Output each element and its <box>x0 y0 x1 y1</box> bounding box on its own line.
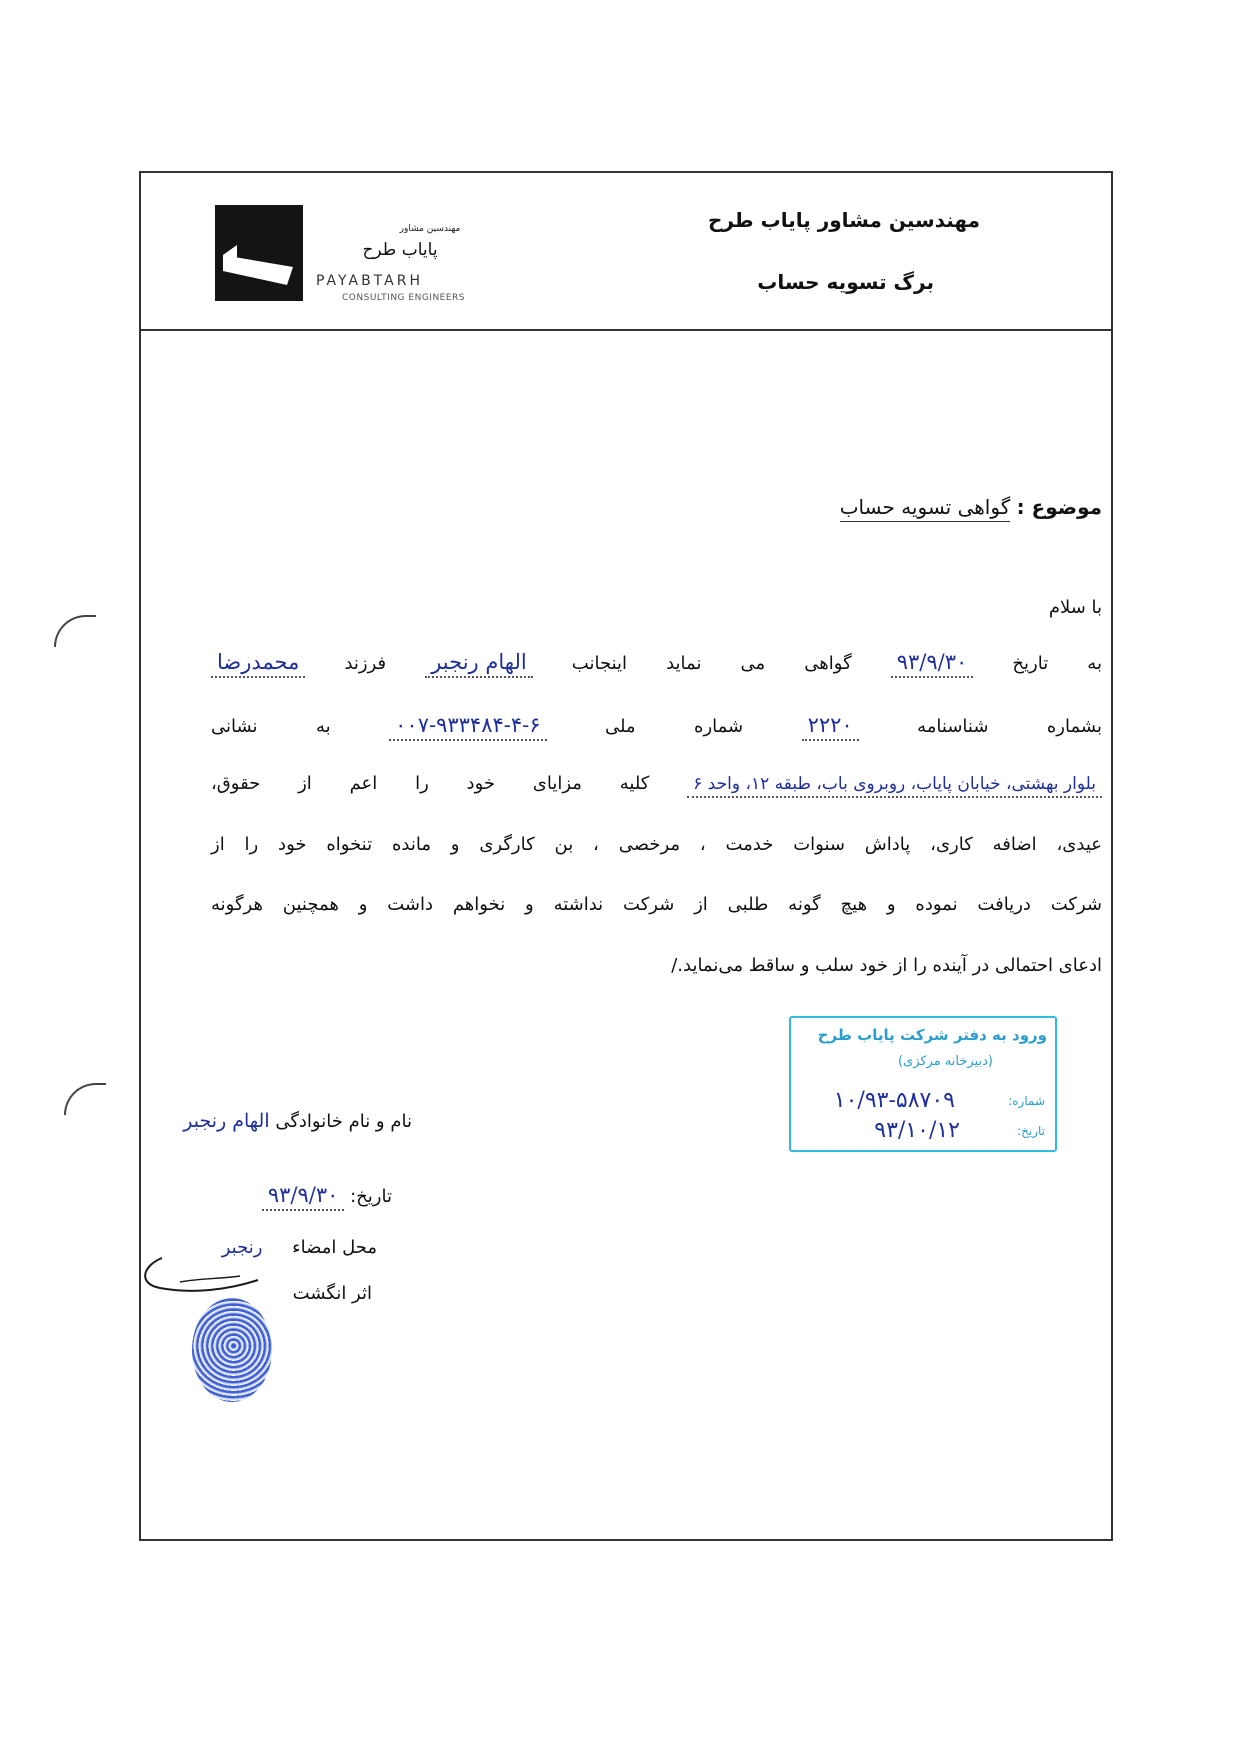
form-frame <box>139 171 1113 1541</box>
stamp-title: ورود به دفتر شرکت پایاب طرح <box>817 1026 1047 1044</box>
letter-line-6: ادعای احتمالی در آینده را از خود سلب و ساقط می‌نماید./ <box>671 955 1102 976</box>
fingerprint-label: اثر انگشت <box>292 1283 372 1304</box>
logo-text-en: PAYABTARH <box>316 273 423 289</box>
name-value: الهام رنجبر <box>183 1110 270 1132</box>
stamp-number-value: ۱۰/۹۳-۵۸۷۰۹ <box>833 1088 955 1113</box>
stamp-date-value: ۹۳/۱۰/۱۲ <box>874 1118 960 1143</box>
fingerprint-icon <box>192 1298 272 1402</box>
subject-label: موضوع : <box>1016 495 1102 519</box>
line2-text-2: شماره ملی <box>604 716 744 737</box>
father-name-field <box>211 650 305 678</box>
name-label: نام و نام خانوادگی <box>275 1111 412 1132</box>
sign-date-row <box>262 1183 392 1211</box>
national-id-value: ۰۰۷-۹۳۳۴۸۴-۴-۶ <box>395 713 541 737</box>
stamp-number-label: شماره: <box>1008 1094 1045 1108</box>
line3-text-1: کلیه مزایای خود را اعم از حقوق، <box>211 773 650 794</box>
letter-line-4: عیدی، اضافه کاری، پاداش سنوات خدمت ، مرخصی ، بن کارگری و مانده تنخواه خود را از <box>211 834 1102 855</box>
margin-mark-icon <box>54 615 96 647</box>
national-id-field <box>389 713 546 741</box>
stamp-date-label: تاریخ: <box>1017 1124 1045 1138</box>
line1-text-3: فرزند <box>344 653 387 674</box>
logo-mark-icon <box>215 205 303 301</box>
date-field <box>891 650 974 678</box>
line2-text-1: بشماره شناسنامه <box>917 716 1102 737</box>
date-value: ۹۳/۹/۳۰ <box>896 650 968 674</box>
logo-subtext-fa: مهندسین مشاور <box>399 224 461 234</box>
signature-scribble-icon <box>132 1252 262 1302</box>
registration-stamp <box>789 1016 1057 1152</box>
letter-line-2 <box>211 713 1102 741</box>
father-name-value: محمدرضا <box>217 650 300 674</box>
logo-subtext-en: CONSULTING ENGINEERS <box>342 293 466 303</box>
name-row <box>183 1110 412 1132</box>
subject-line <box>840 495 1102 519</box>
address-value: بلوار بهشتی، خیابان پایاب، روبروی باب، طبقه ۱۲، واحد ۶ <box>693 774 1096 794</box>
sign-date-field <box>262 1183 345 1211</box>
line2-text-3: به نشانی <box>211 716 331 737</box>
letter-line-1 <box>211 650 1102 678</box>
employee-name-value: الهام رنجبر <box>431 650 527 674</box>
stamp-subtitle: (دبیرخانه مرکزی) <box>897 1054 993 1069</box>
id-number-value: ۲۲۲۰ <box>807 713 853 737</box>
line1-text-1: به تاریخ <box>1012 653 1102 674</box>
letter-line-5: شرکت دریافت نموده و هیچ گونه طلبی از شرکت نداشته و نخواهم داشت و همچنین هرگونه <box>211 894 1102 915</box>
line1-text-2: گواهی می نماید اینجانب <box>571 653 852 674</box>
greeting: با سلام <box>1048 597 1102 618</box>
employee-name-field <box>425 650 532 678</box>
letter-line-3 <box>211 772 1102 798</box>
sign-date-value: ۹۳/۹/۳۰ <box>267 1183 339 1207</box>
logo-text-fa: پایاب طرح <box>362 240 438 260</box>
subject-value: گواهی تسویه حساب <box>840 495 1011 522</box>
signature-label: محل امضاء <box>292 1237 377 1258</box>
address-field <box>687 772 1102 798</box>
form-title: برگ تسویه حساب <box>757 270 934 294</box>
header-divider <box>139 329 1113 331</box>
id-number-field <box>802 713 859 741</box>
sign-date-label: تاریخ: <box>350 1186 392 1207</box>
company-name: مهندسین مشاور پایاب طرح <box>707 208 980 232</box>
signature-value: رنجبر <box>221 1237 263 1258</box>
margin-mark-icon <box>64 1083 106 1115</box>
company-logo-icon <box>215 205 303 301</box>
